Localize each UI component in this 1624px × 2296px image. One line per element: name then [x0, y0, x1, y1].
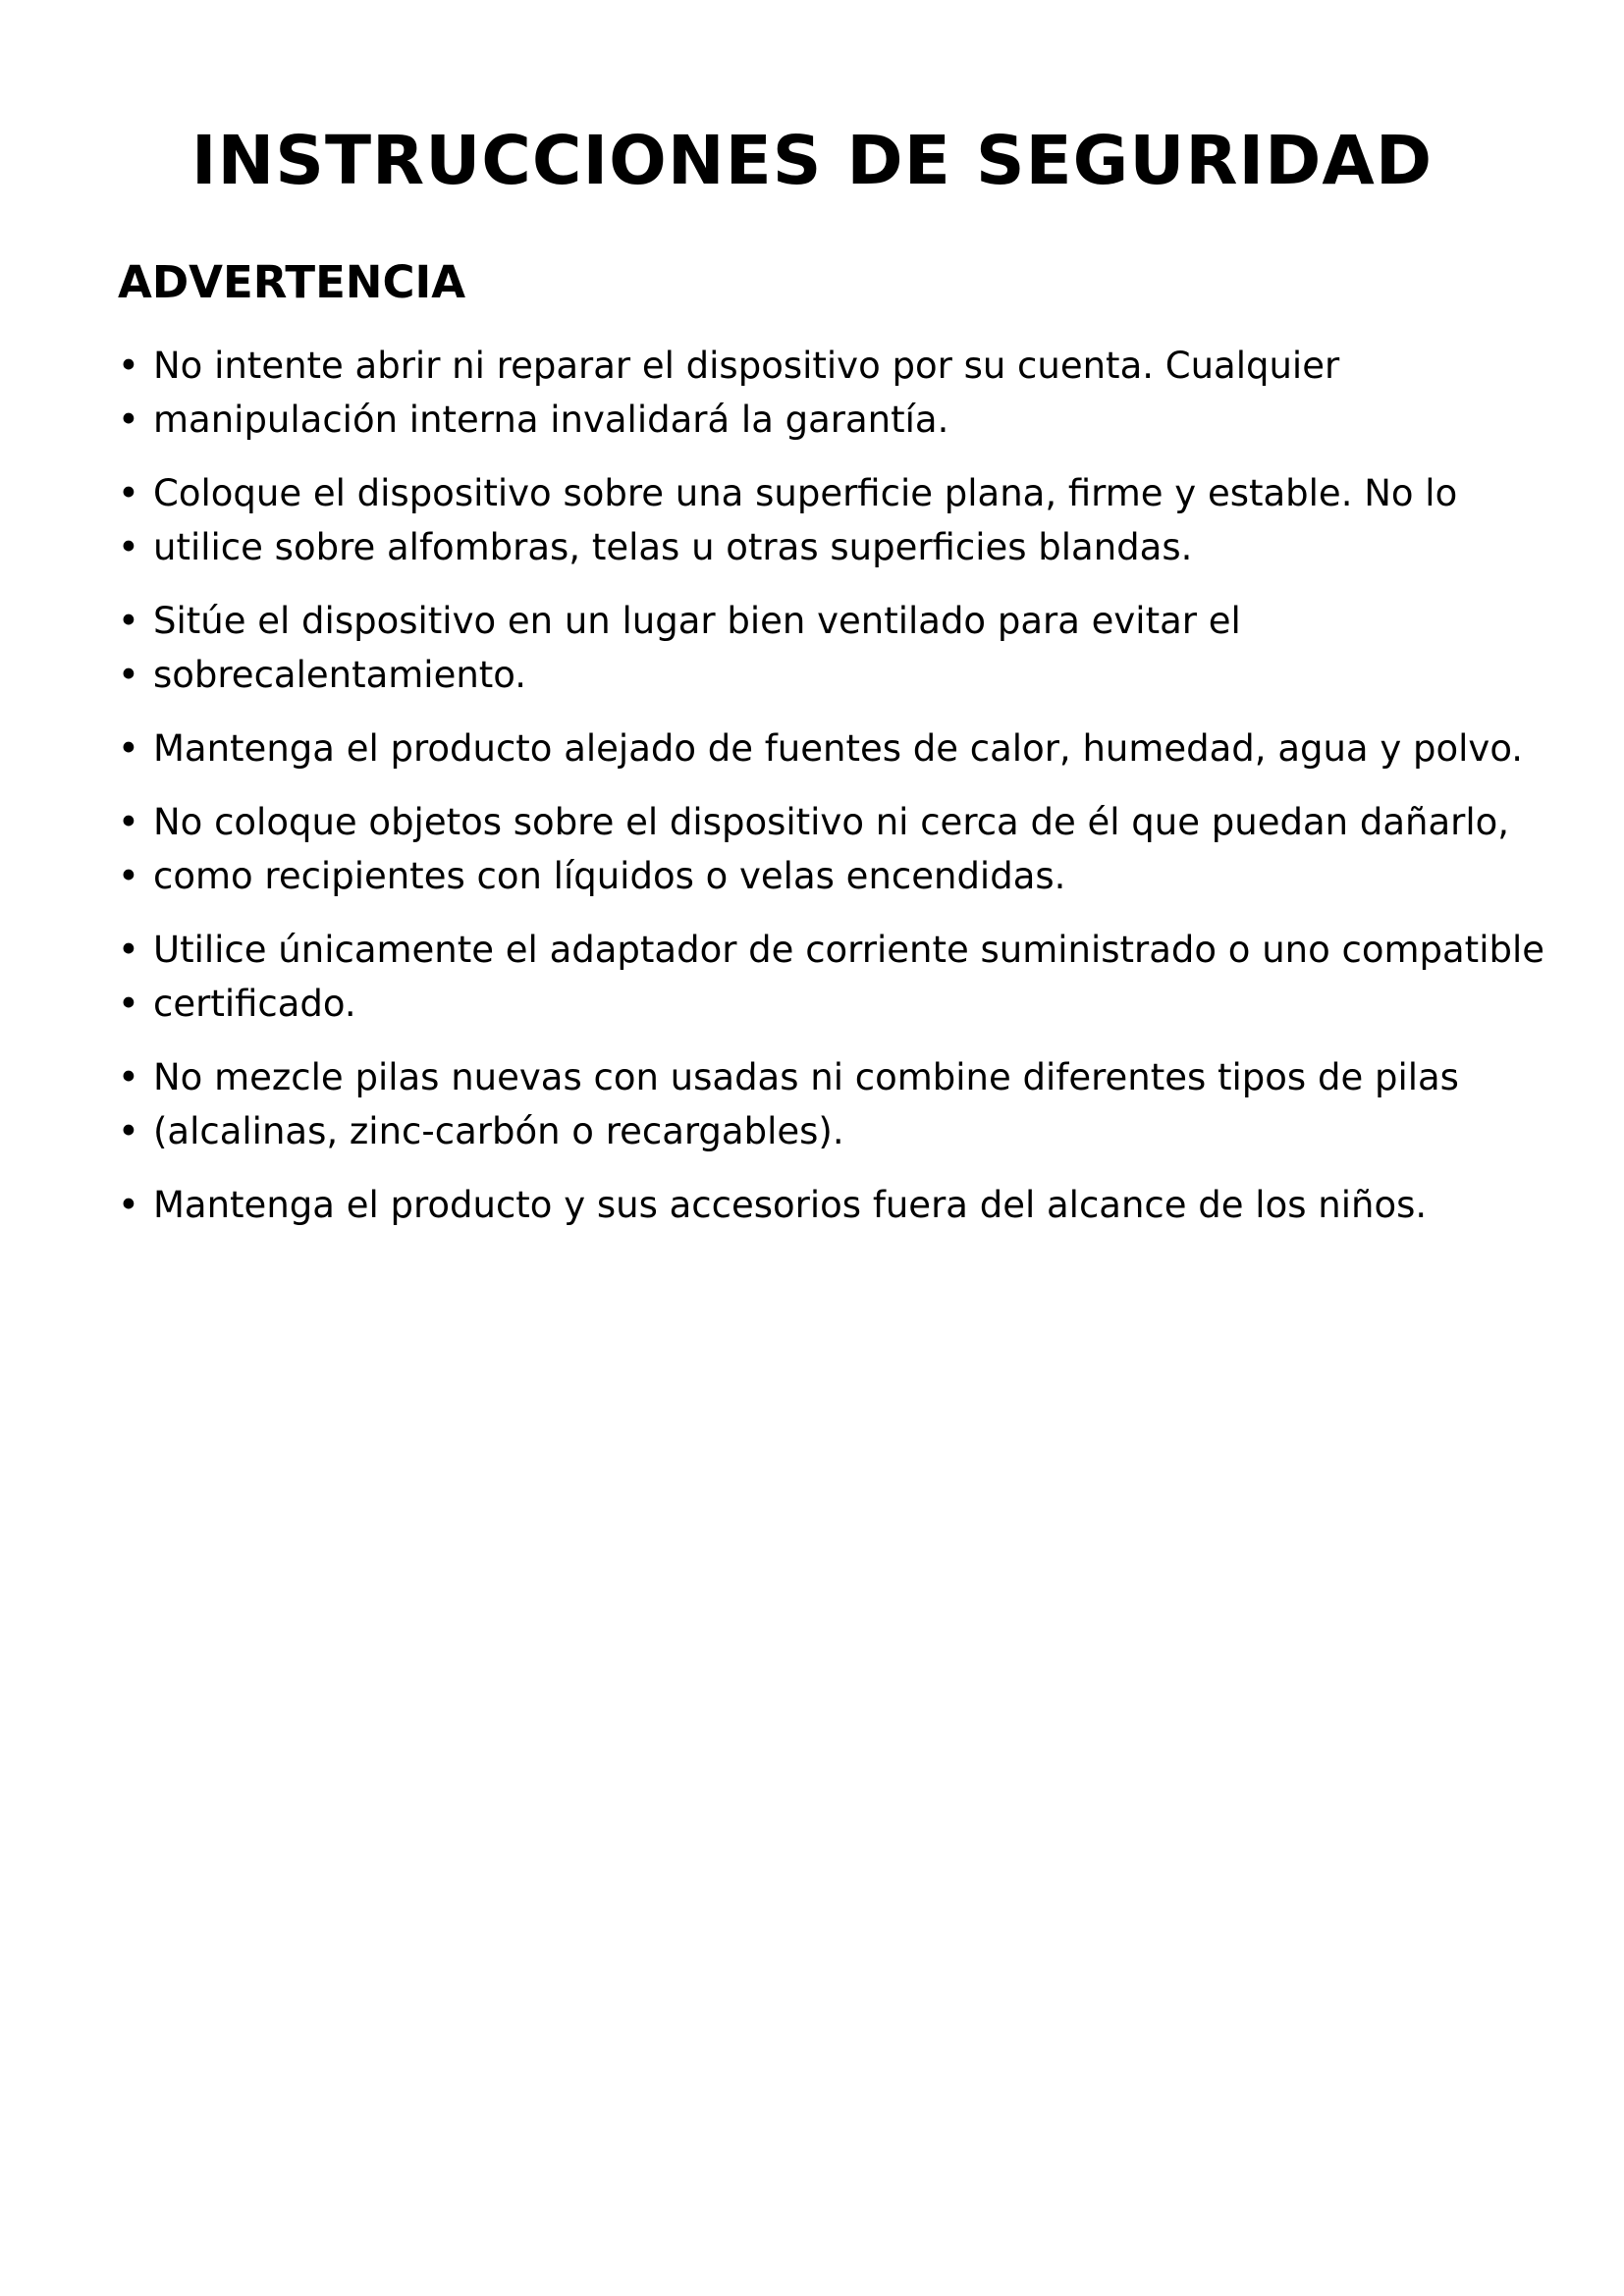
bullet-icon: •: [118, 654, 139, 696]
list-item-text: sobrecalentamiento.: [153, 654, 527, 696]
list-item-text: certificado.: [153, 983, 356, 1025]
list-item-text: Mantenga el producto y sus accesorios fuera del alcance de los niños.: [153, 1184, 1428, 1226]
list-item-line: [118, 520, 1610, 574]
list-item: [118, 923, 1610, 1031]
list-item-line: [118, 339, 1610, 393]
list-item-line: [118, 1104, 1610, 1158]
list-item-text: No coloque objetos sobre el dispositivo ni cerca de él que puedan dañarlo,: [153, 801, 1510, 843]
bullet-icon: •: [118, 1110, 139, 1152]
bullet-icon: •: [118, 801, 139, 843]
list-item-line: [118, 594, 1610, 648]
list-item-line: [118, 923, 1610, 977]
list-item: [118, 1050, 1610, 1158]
list-item-text: No mezcle pilas nuevas con usadas ni combine diferentes tipos de pilas: [153, 1056, 1459, 1098]
bullet-icon: •: [118, 600, 139, 642]
list-item-line: [118, 1178, 1610, 1232]
bullet-icon: •: [118, 526, 139, 568]
bullet-icon: •: [118, 345, 139, 387]
list-item-line: [118, 795, 1610, 849]
list-item-text: Sitúe el dispositivo en un lugar bien ventilado para evitar el: [153, 600, 1241, 642]
section-heading: ADVERTENCIA: [118, 256, 466, 308]
list-item: [118, 795, 1610, 903]
list-item-line: [118, 648, 1610, 702]
list-item-line: [118, 977, 1610, 1031]
list-item-line: [118, 721, 1610, 775]
list-item-text: No intente abrir ni reparar el dispositivo por su cuenta. Cualquier: [153, 345, 1340, 387]
list-item: [118, 594, 1610, 702]
list-item-text: Utilice únicamente el adaptador de corriente suministrado o uno compatible: [153, 929, 1545, 971]
list-item-text: como recipientes con líquidos o velas encendidas.: [153, 855, 1066, 897]
list-item: [118, 721, 1610, 775]
bullet-icon: •: [118, 472, 139, 514]
list-item-text: Mantenga el producto alejado de fuentes de calor, humedad, agua y polvo.: [153, 727, 1524, 770]
list-item-text: (alcalinas, zinc-carbón o recargables).: [153, 1110, 844, 1152]
list-item-text: utilice sobre alfombras, telas u otras superficies blandas.: [153, 526, 1193, 568]
list-item-line: [118, 849, 1610, 903]
bullet-icon: •: [118, 855, 139, 897]
list-item: [118, 1178, 1610, 1232]
bullet-icon: •: [118, 929, 139, 971]
list-item-text: Coloque el dispositivo sobre una superficie plana, firme y estable. No lo: [153, 472, 1458, 514]
list-item: [118, 466, 1610, 574]
bullet-icon: •: [118, 1056, 139, 1098]
warning-list: [118, 339, 1610, 1252]
list-item-line: [118, 1050, 1610, 1104]
bullet-icon: •: [118, 399, 139, 441]
bullet-icon: •: [118, 727, 139, 770]
bullet-icon: •: [118, 1184, 139, 1226]
list-item-line: [118, 393, 1610, 447]
list-item-line: [118, 466, 1610, 520]
list-item: [118, 339, 1610, 447]
page-title: INSTRUCCIONES DE SEGURIDAD: [190, 122, 1434, 200]
list-item-text: manipulación interna invalidará la garantía.: [153, 399, 949, 441]
bullet-icon: •: [118, 983, 139, 1025]
